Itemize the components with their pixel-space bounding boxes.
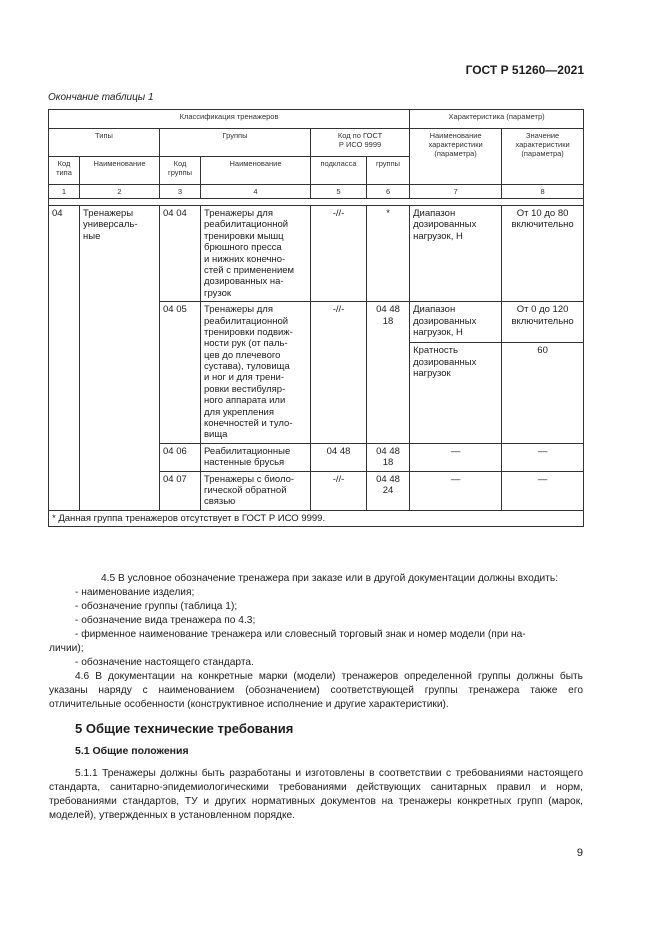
list-item: - обозначение вида тренажера по 4.3; [75, 615, 256, 626]
header-group-code: Код группы [160, 157, 201, 185]
column-number: 6 [367, 185, 410, 199]
header-characteristic: Характеристика (параметр) [410, 110, 584, 129]
table-footnote: * Данная группа тренажеров отсутствует в ГОСТ Р ИСО 9999. [49, 510, 584, 526]
list-item: - обозначение группы (таблица 1); [75, 601, 238, 612]
double-rule [49, 199, 584, 206]
group-code-cell: 04 04 [160, 206, 201, 302]
char-value-cell: 60 [502, 343, 584, 444]
column-number-row [49, 185, 584, 199]
group-name-cell: Реабилитационные настенные брусья [201, 443, 311, 471]
section-5-text [49, 767, 583, 823]
group-name-cell: Тренажеры для реабилитационной тренировки мышц брюшного пресса и нижних конечно- стей с применением дозированных на- грузок [201, 206, 311, 302]
subclass-cell: -//- [311, 302, 367, 444]
char-name-cell: — [410, 471, 502, 510]
subclass-cell: -//- [311, 471, 367, 510]
char-value-cell: От 0 до 120 включительно [502, 302, 584, 343]
header-group: группы [367, 157, 410, 185]
list-item: - фирменное наименование тренажера или словесный торговый знак и номер модели (при на- [75, 629, 526, 640]
group-iso-cell: 04 48 18 [367, 302, 410, 444]
table-header-row [49, 129, 584, 157]
document-id: ГОСТ Р 51260—2021 [465, 63, 584, 77]
column-number: 8 [502, 185, 584, 199]
column-number: 3 [160, 185, 201, 199]
char-value-cell: От 10 до 80 включительно [502, 206, 584, 302]
list-item: - обозначение настоящего стандарта. [75, 657, 254, 668]
group-iso-cell: * [367, 206, 410, 302]
subclass-cell: -//- [311, 206, 367, 302]
section-4-text [49, 572, 583, 712]
group-iso-cell: 04 48 18 [367, 443, 410, 471]
column-number: 1 [49, 185, 80, 199]
list-item: личии); [49, 643, 84, 654]
table-footnote-row [49, 510, 584, 526]
type-name-cell: Тренажеры универсаль- ные [80, 206, 160, 511]
header-classification: Классификация тренажеров [49, 110, 410, 129]
header-type-code: Код типа [49, 157, 80, 185]
header-groups: Группы [160, 129, 311, 157]
section-5-title: 5 Общие технические требования [75, 721, 294, 736]
table-row [49, 206, 584, 302]
header-char-value: Значение характеристики (параметра) [502, 129, 584, 185]
char-name-cell: Кратность дозированных нагрузок [410, 343, 502, 444]
char-value-cell: — [502, 471, 584, 510]
table-header-row [49, 110, 584, 129]
group-name-cell: Тренажеры для реабилитационной тренировки подвиж- ности рук (от паль- цев до плечевого сустава), туловища и ног и для трени- ровки вестибуляр- ного аппарата или для укрепления конечностей и туло- вища [201, 302, 311, 444]
group-iso-cell: 04 48 24 [367, 471, 410, 510]
char-value-cell: — [502, 443, 584, 471]
page-number: 9 [576, 847, 583, 859]
header-type-name: Наименование [80, 157, 160, 185]
column-number: 5 [311, 185, 367, 199]
char-name-cell: Диапазон дозированных нагрузок, Н [410, 302, 502, 343]
type-code-cell: 04 [49, 206, 80, 511]
table-caption: Окончание таблицы 1 [48, 92, 154, 103]
group-name-cell: Тренажеры с биоло- гической обратной связью [201, 471, 311, 510]
paragraph-4-5: 4.5 В условное обозначение тренажера при заказе или в другой документации должны входить: [101, 573, 559, 584]
group-code-cell: 04 06 [160, 443, 201, 471]
header-group-name: Наименование [201, 157, 311, 185]
separator-row [49, 199, 584, 206]
column-number: 4 [201, 185, 311, 199]
column-number: 7 [410, 185, 502, 199]
header-char-name: Наименование характеристики (параметра) [410, 129, 502, 185]
classification-table [48, 109, 584, 527]
header-subclass: подкласса [311, 157, 367, 185]
list-item: - наименование изделия; [75, 587, 195, 598]
group-code-cell: 04 07 [160, 471, 201, 510]
char-name-cell: Диапазон дозированных нагрузок, Н [410, 206, 502, 302]
char-name-cell: — [410, 443, 502, 471]
header-types: Типы [49, 129, 160, 157]
group-code-cell: 04 05 [160, 302, 201, 444]
paragraph-5-1-1: 5.1.1 Тренажеры должны быть разработаны и изготовлены в соответствии с требованиями настоящего стандарта, санитарно-эпидемиологическими требованиями действующих санитарных правил и норм, требованиями стандартов, ТУ и других нормативных документов на тренажеры конкретных групп (марок, моделей), утвержденных в установленном порядке. [49, 768, 583, 821]
column-number: 2 [80, 185, 160, 199]
subclass-cell: 04 48 [311, 443, 367, 471]
header-iso-code: Код по ГОСТ Р ИСО 9999 [311, 129, 410, 157]
subsection-5-1-title: 5.1 Общие положения [75, 745, 189, 757]
paragraph-4-6: 4.6 В документации на конкретные марки (модели) тренажеров определенной группы должны быть указаны наряду с наименованием (обозначением) соответствующей группы тренажера также его отличительные особенности (конструктивное исполнение и другие характеристики). [49, 671, 583, 710]
